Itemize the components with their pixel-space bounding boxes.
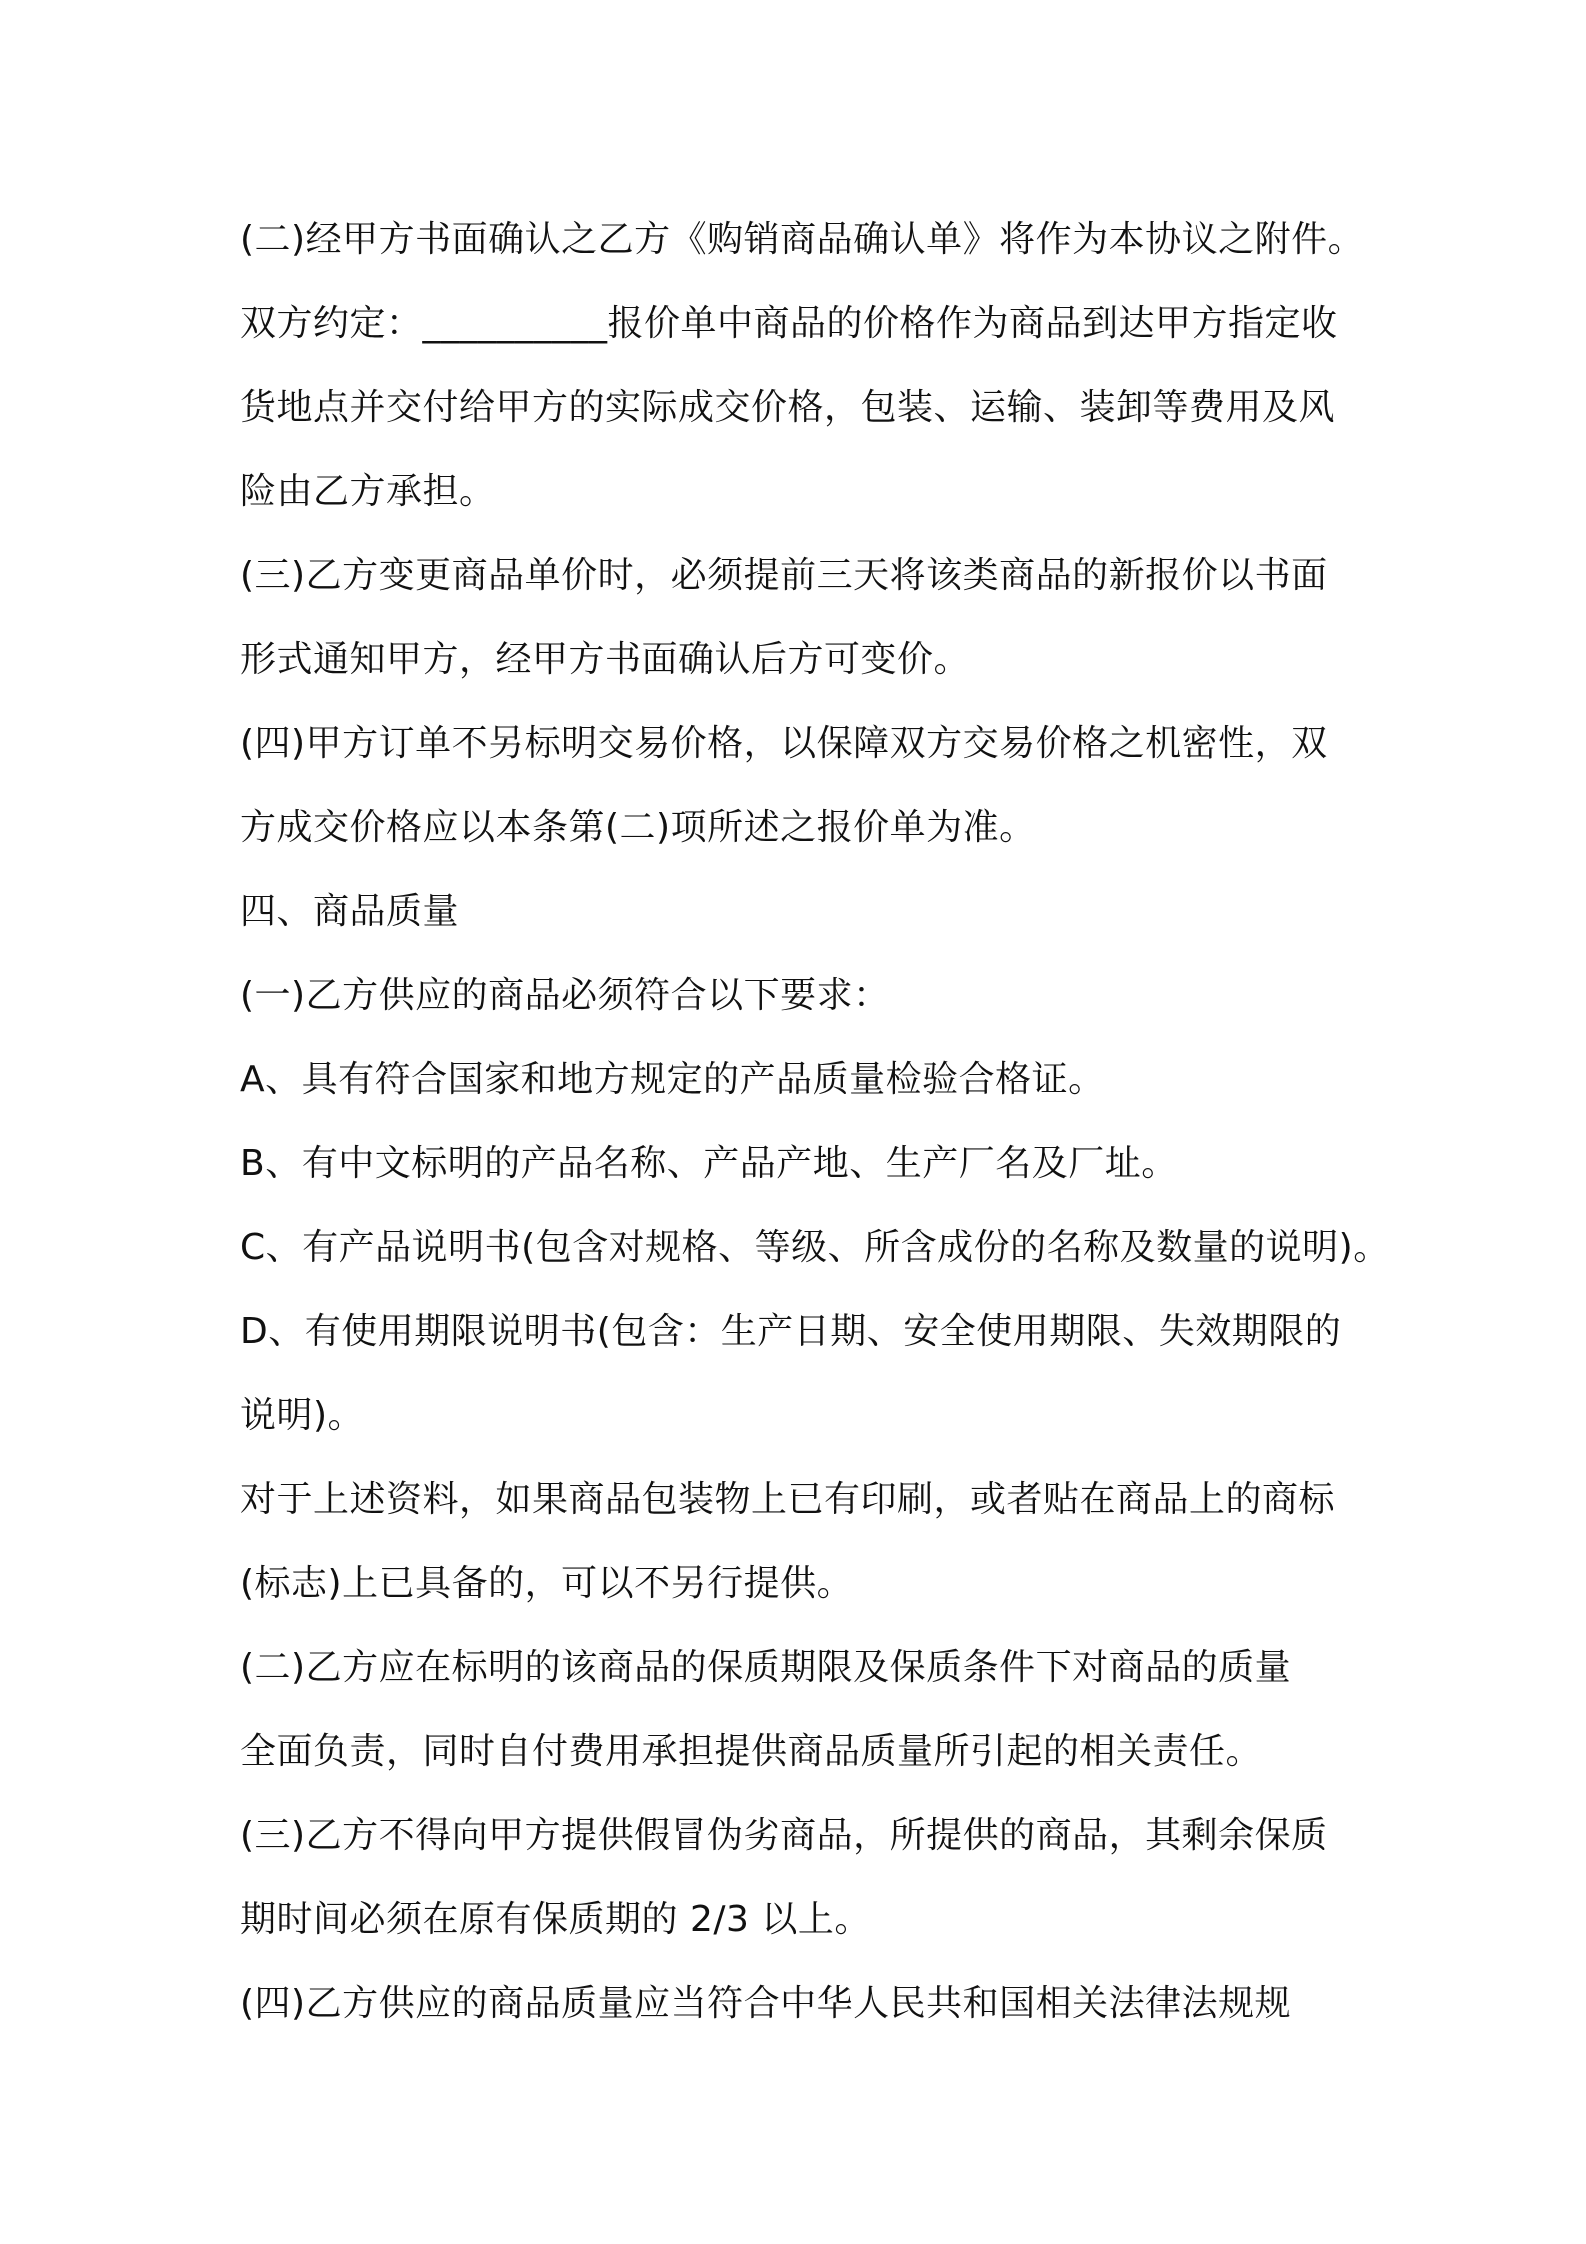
text-line: D、有使用期限说明书(包含：生产日期、安全使用期限、失效期限的 (240, 1311, 1342, 1352)
text-line: (标志)上已具备的，可以不另行提供。 (240, 1563, 854, 1604)
text-line: (一)乙方供应的商品必须符合以下要求： (240, 975, 890, 1016)
text-line: 货地点并交付给甲方的实际成交价格，包装、运输、装卸等费用及风 (240, 387, 1336, 428)
text-line: (三)乙方变更商品单价时，必须提前三天将该类商品的新报价以书面 (240, 555, 1328, 596)
text-line: 说明)。 (240, 1395, 365, 1436)
section-heading: 四、商品质量 (240, 891, 460, 932)
text-line: (四)甲方订单不另标明交易价格，以保障双方交易价格之机密性，双 (240, 723, 1328, 764)
text-line: 双方约定：__________报价单中商品的价格作为商品到达甲方指定收 (240, 303, 1338, 344)
text-line: 全面负责，同时自付费用承担提供商品质量所引起的相关责任。 (240, 1731, 1263, 1772)
text-line: 期时间必须在原有保质期的 2/3 以上。 (240, 1899, 871, 1940)
text-line: (二)经甲方书面确认之乙方《购销商品确认单》将作为本协议之附件。 (240, 219, 1365, 260)
text-line: (四)乙方供应的商品质量应当符合中华人民共和国相关法律法规规 (240, 1983, 1292, 2024)
text-line: 方成交价格应以本条第(二)项所述之报价单为准。 (240, 807, 1036, 848)
document-body (240, 198, 1390, 2046)
text-line: (二)乙方应在标明的该商品的保质期限及保质条件下对商品的质量 (240, 1647, 1292, 1688)
text-line: 对于上述资料，如果商品包装物上已有印刷，或者贴在商品上的商标 (240, 1479, 1336, 1520)
text-line: (三)乙方不得向甲方提供假冒伪劣商品，所提供的商品，其剩余保质 (240, 1815, 1328, 1856)
text-line: 形式通知甲方，经甲方书面确认后方可变价。 (240, 639, 971, 680)
text-line: B、有中文标明的产品名称、产品产地、生产厂名及厂址。 (240, 1143, 1178, 1184)
text-line: 险由乙方承担。 (240, 471, 496, 512)
text-line: A、具有符合国家和地方规定的产品质量检验合格证。 (240, 1059, 1105, 1100)
text-line: C、有产品说明书(包含对规格、等级、所含成份的名称及数量的说明)。 (240, 1227, 1390, 1268)
